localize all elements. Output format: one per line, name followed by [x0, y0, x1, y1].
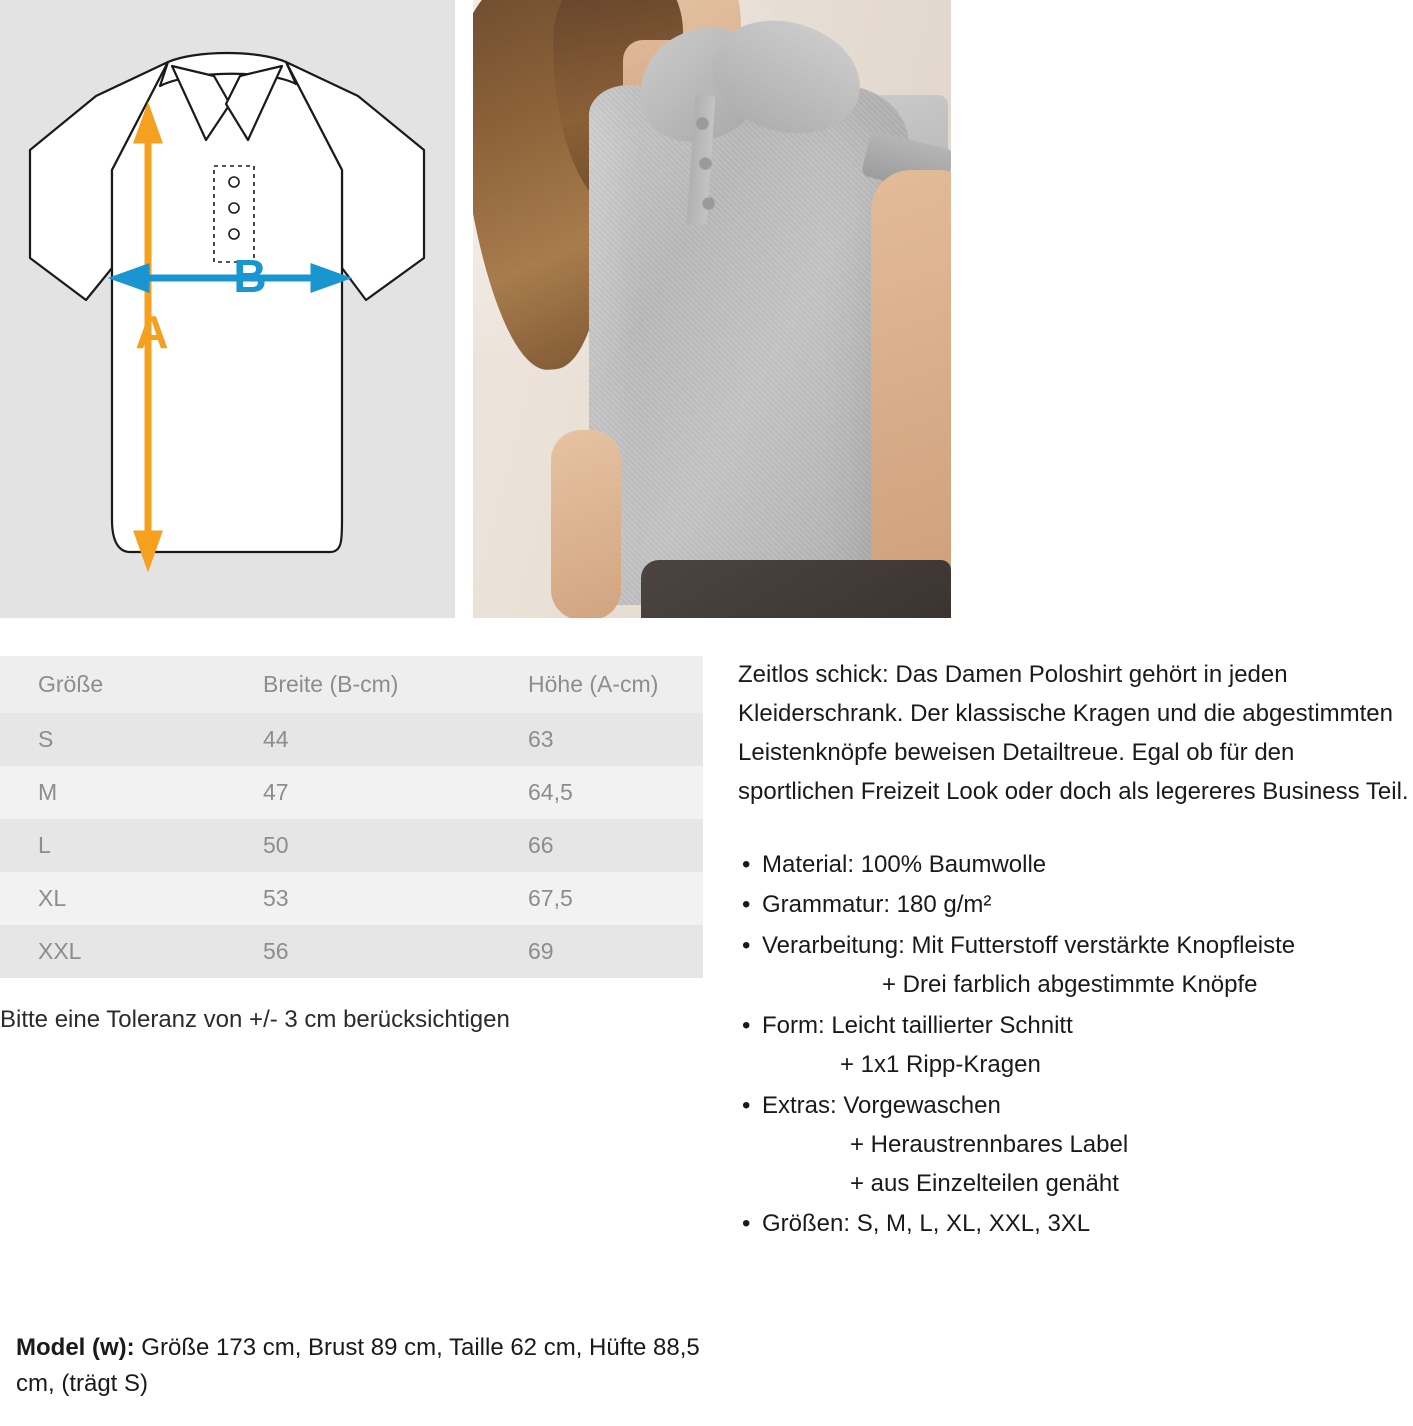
list-item [738, 1087, 1413, 1204]
size-table-header-hoehe: Höhe (A-cm) [490, 656, 703, 713]
list-item [738, 927, 1413, 1005]
tolerance-note: Bitte eine Toleranz von +/- 3 cm berücksichtigen [0, 1006, 510, 1033]
product-images-row [0, 0, 1413, 618]
cell-height: 66 [528, 832, 554, 858]
model-measurements-note [16, 1330, 716, 1402]
shirt-button-3 [703, 198, 714, 209]
model-arm-right [871, 170, 951, 600]
size-table-header-breite: Breite (B-cm) [225, 656, 490, 713]
content-row [0, 618, 1413, 1246]
feature-sub: + Heraustrennbares Label [850, 1130, 1129, 1158]
cell-width: 56 [263, 938, 289, 964]
model-trousers [641, 560, 951, 618]
model-arm-left [551, 430, 621, 618]
list-item [738, 846, 1413, 885]
description-column [720, 656, 1413, 1246]
table-row [0, 872, 703, 925]
cell-height: 63 [528, 726, 554, 752]
size-info-column [0, 656, 720, 1246]
cell-size: S [38, 726, 54, 752]
cell-width: 53 [263, 885, 289, 911]
technical-drawing-panel [0, 0, 455, 618]
feature-main: Material: 100% Baumwolle [762, 850, 1047, 878]
feature-main: Extras: Vorgewaschen [762, 1091, 1001, 1119]
cell-size: XL [38, 885, 67, 911]
cell-size: L [38, 832, 51, 858]
cell-height: 64,5 [528, 779, 573, 805]
width-label: B [233, 250, 267, 302]
feature-sub: + aus Einzelteilen genäht [850, 1169, 1119, 1197]
model-photo [473, 0, 951, 618]
cell-size: M [38, 779, 58, 805]
shirt-body [589, 85, 909, 605]
size-table-header-row [0, 656, 703, 713]
feature-sub: + Drei farblich abgestimmte Knöpfe [882, 971, 1258, 999]
table-row [0, 766, 703, 819]
table-row [0, 925, 703, 978]
product-features-list [738, 846, 1413, 1245]
table-row [0, 819, 703, 872]
cell-height: 67,5 [528, 885, 573, 911]
size-table-header-groesse: Größe [0, 656, 225, 713]
height-label: A [135, 306, 169, 358]
list-item [738, 1007, 1413, 1085]
cell-size: XXL [38, 938, 82, 964]
feature-main: Größen: S, M, L, XL, XXL, 3XL [762, 1210, 1091, 1238]
cell-width: 47 [263, 779, 289, 805]
list-item [738, 886, 1413, 925]
feature-sub: + 1x1 Ripp-Kragen [840, 1050, 1041, 1078]
model-note-text: Größe 173 cm, Brust 89 cm, Taille 62 cm, Hüfte 88,5 cm, (trägt S) [16, 1334, 700, 1397]
model-note-label: Model (w): [16, 1334, 135, 1361]
feature-main: Form: Leicht taillierter Schnitt [762, 1012, 1073, 1039]
size-table [0, 656, 703, 978]
shirt-button-2 [700, 158, 711, 169]
list-item [738, 1205, 1413, 1244]
cell-width: 44 [263, 726, 289, 752]
shirt-button-1 [697, 118, 708, 129]
product-description: Zeitlos schick: Das Damen Poloshirt gehört in jeden Kleiderschrank. Der klassische Kragen und die abgestimmten Leistenknöpfe beweisen Detailtreue. Egal ob für den sportlichen Freizeit Look oder doch als legereres Business Teil. [738, 661, 1409, 805]
feature-main: Verarbeitung: Mit Futterstoff verstärkte Knopfleiste [762, 932, 1296, 960]
feature-main: Grammatur: 180 g/m² [762, 891, 992, 919]
cell-width: 50 [263, 832, 289, 858]
cell-height: 69 [528, 938, 554, 964]
polo-shirt-technical-drawing [0, 0, 455, 618]
shirt-texture [589, 85, 909, 605]
table-row [0, 713, 703, 766]
